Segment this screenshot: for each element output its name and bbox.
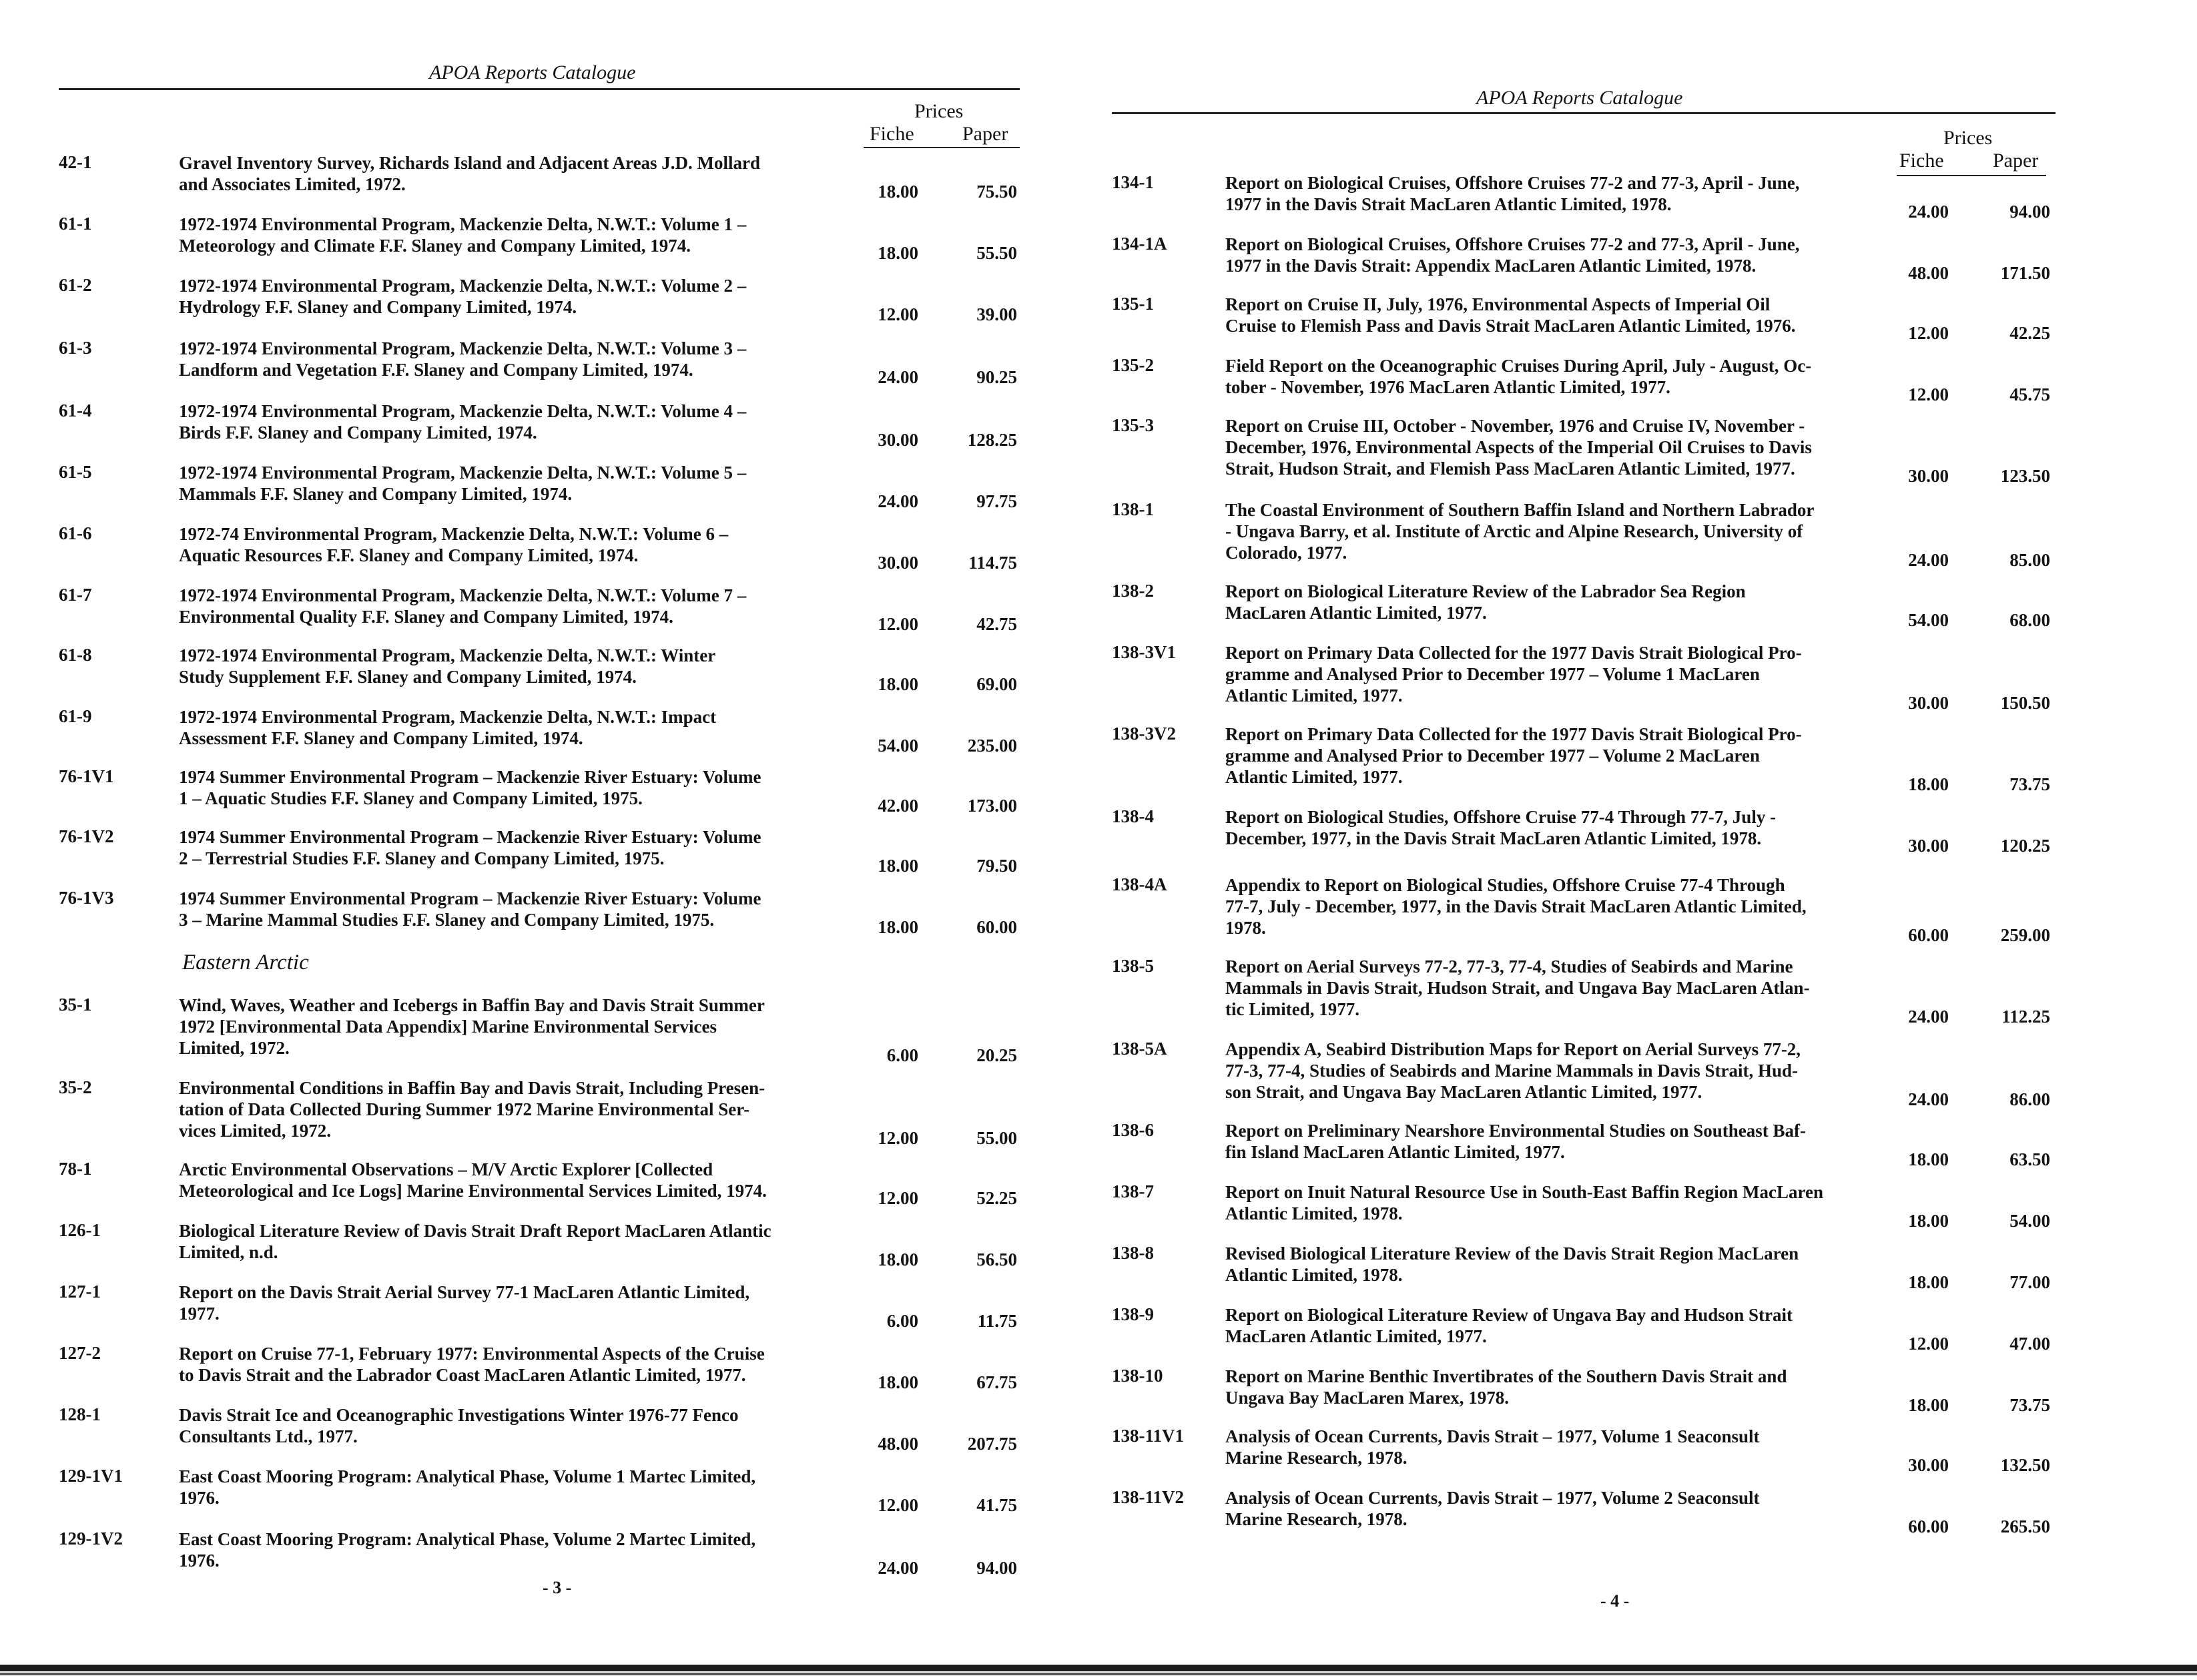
report-title-line: Colorado, 1977. [1225,543,1347,563]
paper-price: 128.25 [967,430,1017,450]
report-title-line: Analysis of Ocean Currents, Davis Strait – 1977, Volume 1 Seaconsult [1225,1426,1760,1446]
report-title [179,645,900,687]
paper-price: 132.50 [2000,1455,2050,1475]
report-title-line: Ungava Bay MacLaren Marex, 1978. [1225,1388,1509,1408]
report-code: 138-4A [1112,874,1167,894]
report-title-line: to Davis Strait and the Labrador Coast MacLaren Atlantic Limited, 1977. [179,1365,746,1385]
report-code: 78-1 [59,1159,92,1179]
report-code: 76-1V2 [59,826,114,846]
paper-price: 77.00 [2009,1272,2050,1292]
paper-price: 54.00 [2009,1211,2050,1231]
fiche-price: 18.00 [878,182,918,202]
report-title [179,462,900,505]
report-title-line: 1976. [179,1488,220,1508]
paper-price: 52.25 [976,1188,1017,1208]
fiche-price: 12.00 [878,614,918,634]
report-title [1225,724,1959,788]
paper-price: 68.00 [2009,610,2050,630]
report-title-line: Report on Primary Data Collected for the 1977 Davis Strait Biological Pro- [1225,724,1802,744]
paper-price: 112.25 [2001,1007,2050,1027]
paper-heading: Paper [962,123,1008,145]
report-title-line: The Coastal Environment of Southern Baffin Island and Northern Labrador [1225,500,1815,520]
report-title [179,214,900,256]
prices-heading: Prices [1943,127,1993,149]
fiche-price: 24.00 [878,491,918,511]
report-title [179,995,900,1059]
report-title [1225,355,1959,398]
report-title-line: 1978. [1225,918,1266,938]
report-title-line: Report on Biological Studies, Offshore Cruise 77-4 Through 77-7, July - [1225,807,1777,827]
report-title-line: MacLaren Atlantic Limited, 1977. [1225,1326,1487,1346]
report-code: 138-2 [1112,581,1154,601]
fiche-price: 54.00 [1908,610,1949,630]
report-code: 134-1A [1112,234,1167,254]
page-number: - 4 - [1600,1591,1630,1611]
report-title-line: East Coast Mooring Program: Analytical Phase, Volume 1 Martec Limited, [179,1466,756,1486]
running-title: APOA Reports Catalogue [1476,87,1683,109]
report-title-line: Field Report on the Oceanographic Cruises During April, July - August, Oc- [1225,356,1812,376]
report-title [1225,1039,1959,1103]
report-title-line: gramme and Analysed Prior to December 1977 – Volume 2 MacLaren [1225,746,1760,766]
report-title-line: Landform and Vegetation F.F. Slaney and Company Limited, 1974. [179,360,693,380]
paper-price: 120.25 [2000,836,2050,856]
paper-price: 235.00 [967,736,1017,756]
report-code: 61-4 [59,400,92,421]
report-title [179,400,900,443]
report-title-line: Biological Literature Review of Davis Strait Draft Report MacLaren Atlantic [179,1221,771,1241]
paper-price: 173.00 [967,796,1017,816]
fiche-price: 18.00 [1908,1395,1949,1415]
prices-heading: Prices [914,100,964,122]
paper-heading: Paper [1993,150,2039,172]
report-title-line: 1972-1974 Environmental Program, Mackenzie Delta, N.W.T.: Volume 2 – [179,276,747,296]
paper-price: 45.75 [2009,384,2050,404]
report-title-line: Limited, 1972. [179,1038,290,1058]
prices-rule [864,147,1020,148]
report-title-line: 1974 Summer Environmental Program – Mackenzie River Estuary: Volume [179,888,761,908]
report-title-line: gramme and Analysed Prior to December 1977 – Volume 1 MacLaren [1225,664,1760,684]
fiche-price: 60.00 [1908,1516,1949,1536]
report-title-line: fin Island MacLaren Atlantic Limited, 1977. [1225,1142,1565,1162]
report-title [1225,1120,1959,1163]
report-title-line: Strait, Hudson Strait, and Flemish Pass MacLaren Atlantic Limited, 1977. [1225,459,1795,479]
report-title [1225,581,1959,623]
report-title-line: 77-3, 77-4, Studies of Seabirds and Marine Mammals in Davis Strait, Hud- [1225,1061,1799,1081]
report-code: 138-11V2 [1112,1487,1184,1507]
report-code: 129-1V1 [59,1466,123,1486]
paper-price: 67.75 [976,1372,1017,1392]
scan-edge-bar [0,1665,2197,1671]
report-title [1225,1426,1959,1468]
report-code: 61-7 [59,585,92,605]
report-title-line: tation of Data Collected During Summer 1972 Marine Environmental Ser- [179,1099,750,1119]
paper-price: 60.00 [976,917,1017,937]
fiche-price: 54.00 [878,736,918,756]
report-title-line: Meteorological and Ice Logs] Marine Environmental Services Limited, 1974. [179,1181,767,1201]
fiche-price: 18.00 [878,856,918,876]
report-code: 128-1 [59,1404,101,1424]
report-title [179,523,900,566]
report-title-line: Analysis of Ocean Currents, Davis Strait – 1977, Volume 2 Seaconsult [1225,1488,1760,1508]
report-title-line: Appendix to Report on Biological Studies, Offshore Cruise 77-4 Through [1225,875,1785,895]
paper-price: 73.75 [2009,774,2050,794]
fiche-price: 30.00 [1908,466,1949,486]
report-title-line: 3 – Marine Mammal Studies F.F. Slaney and Company Limited, 1975. [179,910,715,930]
paper-price: 41.75 [976,1495,1017,1515]
report-title [1225,642,1959,706]
fiche-price: 24.00 [1908,1089,1949,1109]
fiche-price: 24.00 [878,367,918,387]
report-title-line: Gravel Inventory Survey, Richards Island and Adjacent Areas J.D. Mollard [179,153,761,173]
fiche-price: 60.00 [1908,925,1949,945]
report-title [1225,499,1959,563]
fiche-price: 30.00 [1908,693,1949,713]
report-title [1225,415,1959,479]
paper-price: 55.00 [976,1128,1017,1148]
report-title-line: Mammals in Davis Strait, Hudson Strait, and Ungava Bay MacLaren Atlan- [1225,978,1810,998]
report-title [1225,956,1959,1020]
fiche-price: 6.00 [886,1311,918,1331]
report-title [179,888,900,930]
report-title-line: Assessment F.F. Slaney and Company Limited, 1974. [179,728,583,748]
fiche-price: 24.00 [878,1558,918,1578]
report-title-line: Atlantic Limited, 1978. [1225,1265,1403,1285]
report-title-line: Atlantic Limited, 1977. [1225,767,1403,787]
report-title-line: 1 – Aquatic Studies F.F. Slaney and Company Limited, 1975. [179,788,643,808]
report-title [1225,172,1959,215]
paper-price: 97.75 [976,491,1017,511]
report-code: 138-5A [1112,1039,1167,1059]
report-code: 138-6 [1112,1120,1154,1140]
fiche-price: 18.00 [1908,1149,1949,1169]
report-title-line: Report on Cruise III, October - November, 1976 and Cruise IV, November - [1225,416,1805,436]
report-title-line: 1974 Summer Environmental Program – Mackenzie River Estuary: Volume [179,767,761,787]
report-title-line: Limited, n.d. [179,1242,278,1262]
report-title-line: Cruise to Flemish Pass and Davis Strait MacLaren Atlantic Limited, 1976. [1225,316,1796,336]
report-code: 138-4 [1112,806,1154,826]
report-title [179,585,900,627]
report-code: 61-2 [59,275,92,295]
report-title [179,1466,900,1508]
report-title-line: Birds F.F. Slaney and Company Limited, 1974. [179,423,537,443]
report-title-line: 1974 Summer Environmental Program – Mackenzie River Estuary: Volume [179,827,761,847]
paper-price: 94.00 [976,1558,1017,1578]
report-code: 138-5 [1112,956,1154,976]
report-title-line: Marine Research, 1978. [1225,1448,1407,1468]
report-title-line: Report on the Davis Strait Aerial Survey 77-1 MacLaren Atlantic Limited, [179,1282,750,1302]
report-title-line: Mammals F.F. Slaney and Company Limited, 1974. [179,484,573,504]
report-title-line: Report on Biological Literature Review of Ungava Bay and Hudson Strait [1225,1305,1793,1325]
report-code: 138-10 [1112,1366,1163,1386]
report-title-line: Report on Cruise 77-1, February 1977: Environmental Aspects of the Cruise [179,1344,765,1364]
fiche-price: 18.00 [878,243,918,263]
fiche-price: 18.00 [878,1372,918,1392]
report-code: 76-1V3 [59,888,114,908]
paper-price: 55.50 [976,243,1017,263]
report-title [179,826,900,869]
report-code: 134-1 [1112,172,1154,192]
report-title-line: 77-7, July - December, 1977, in the Davis Strait MacLaren Atlantic Limited, [1225,896,1807,916]
paper-price: 90.25 [976,367,1017,387]
report-code: 138-11V1 [1112,1426,1184,1446]
report-title-line: 1972-1974 Environmental Program, Mackenzie Delta, N.W.T.: Volume 3 – [179,338,747,358]
report-title-line: Environmental Conditions in Baffin Bay and Davis Strait, Including Presen- [179,1078,765,1098]
fiche-price: 18.00 [878,1249,918,1270]
fiche-price: 12.00 [878,304,918,324]
paper-price: 207.75 [967,1434,1017,1454]
report-title [1225,1366,1959,1408]
report-code: 76-1V1 [59,766,114,786]
report-title [1225,806,1959,849]
report-title [179,1220,900,1263]
report-title-line: Hydrology F.F. Slaney and Company Limited, 1974. [179,297,577,317]
paper-price: 85.00 [2009,550,2050,570]
report-title-line: Study Supplement F.F. Slaney and Company Limited, 1974. [179,667,637,687]
report-title-line: Report on Preliminary Nearshore Environmental Studies on Southeast Baf- [1225,1121,1807,1141]
report-title [179,1282,900,1324]
fiche-price: 48.00 [878,1434,918,1454]
report-title-line: December, 1977, in the Davis Strait MacLaren Atlantic Limited, 1978. [1225,828,1762,848]
report-title-line: 2 – Terrestrial Studies F.F. Slaney and Company Limited, 1975. [179,848,665,868]
fiche-price: 12.00 [878,1128,918,1148]
report-code: 138-7 [1112,1181,1154,1201]
report-code: 61-5 [59,462,92,482]
header-rule [59,88,1020,90]
report-title [1225,1181,1959,1224]
fiche-price: 12.00 [878,1188,918,1208]
report-title-line: Report on Biological Literature Review of the Labrador Sea Region [1225,581,1746,601]
report-code: 138-1 [1112,499,1154,519]
paper-price: 259.00 [2000,925,2050,945]
fiche-price: 48.00 [1908,263,1949,283]
report-title-line: Appendix A, Seabird Distribution Maps for Report on Aerial Surveys 77-2, [1225,1039,1801,1059]
report-title-line: Report on Marine Benthic Invertibrates of the Southern Davis Strait and [1225,1366,1787,1386]
fiche-heading: Fiche [870,123,914,145]
fiche-price: 24.00 [1908,202,1949,222]
report-title-line: tober - November, 1976 MacLaren Atlantic Limited, 1977. [1225,377,1670,397]
fiche-price: 12.00 [1908,384,1949,404]
report-title [1225,234,1959,276]
report-title-line: 1972-1974 Environmental Program, Mackenzie Delta, N.W.T.: Volume 5 – [179,463,747,483]
paper-price: 11.75 [977,1311,1017,1331]
report-title [179,275,900,318]
report-title-line: 1972-1974 Environmental Program, Mackenzie Delta, N.W.T.: Volume 4 – [179,401,747,421]
report-title-line: Arctic Environmental Observations – M/V Arctic Explorer [Collected [179,1159,713,1179]
report-title-line: Report on Aerial Surveys 77-2, 77-3, 77-4, Studies of Seabirds and Marine [1225,956,1793,976]
report-title [179,706,900,749]
report-code: 35-2 [59,1077,92,1097]
report-title-line: 1972-1974 Environmental Program, Mackenzie Delta, N.W.T.: Winter [179,645,716,665]
report-title-line: son Strait, and Ungava Bay MacLaren Atlantic Limited, 1977. [1225,1082,1702,1102]
report-code: 61-1 [59,214,92,234]
paper-price: 20.25 [976,1045,1017,1065]
header-rule [1112,112,2056,114]
fiche-price: 18.00 [1908,774,1949,794]
fiche-price: 18.00 [1908,1211,1949,1231]
report-code: 127-1 [59,1282,101,1302]
report-title [179,152,900,195]
paper-price: 171.50 [2000,263,2050,283]
report-title-line: 1972-1974 Environmental Program, Mackenzie Delta, N.W.T.: Volume 1 – [179,214,747,234]
report-title-line: December, 1976, Environmental Aspects of the Imperial Oil Cruises to Davis [1225,437,1812,457]
report-title-line: and Associates Limited, 1972. [179,174,406,194]
report-title-line: 1976. [179,1551,220,1571]
paper-price: 86.00 [2009,1089,2050,1109]
report-title-line: Report on Biological Cruises, Offshore Cruises 77-2 and 77-3, April - June, [1225,234,1800,254]
report-code: 138-3V2 [1112,724,1176,744]
report-code: 61-6 [59,523,92,543]
report-title-line: Report on Primary Data Collected for the 1977 Davis Strait Biological Pro- [1225,643,1802,663]
report-title-line: 1972 [Environmental Data Appendix] Marine Environmental Services [179,1017,717,1037]
report-code: 42-1 [59,152,92,172]
report-title-line: 1977 in the Davis Strait MacLaren Atlantic Limited, 1978. [1225,194,1672,214]
report-title-line: Meteorology and Climate F.F. Slaney and Company Limited, 1974. [179,236,691,256]
report-code: 61-3 [59,338,92,358]
report-code: 129-1V2 [59,1528,123,1549]
report-title-line: Aquatic Resources F.F. Slaney and Company Limited, 1974. [179,545,639,565]
report-title-line: Davis Strait Ice and Oceanographic Investigations Winter 1976-77 Fenco [179,1405,739,1425]
report-title-line: Atlantic Limited, 1977. [1225,685,1403,706]
scan-edge-line [0,1673,2197,1675]
report-code: 135-3 [1112,415,1154,435]
fiche-heading: Fiche [1899,150,1944,172]
fiche-price: 42.00 [878,796,918,816]
fiche-price: 18.00 [1908,1272,1949,1292]
report-code: 61-9 [59,706,92,726]
report-title [1225,1243,1959,1286]
fiche-price: 30.00 [1908,1455,1949,1475]
paper-price: 63.50 [2009,1149,2050,1169]
report-title-line: - Ungava Barry, et al. Institute of Arctic and Alpine Research, University of [1225,521,1803,541]
fiche-price: 24.00 [1908,550,1949,570]
fiche-price: 30.00 [878,430,918,450]
paper-price: 75.50 [976,182,1017,202]
report-title [1225,294,1959,336]
fiche-price: 30.00 [1908,836,1949,856]
report-code: 135-2 [1112,355,1154,375]
paper-price: 114.75 [968,553,1017,573]
report-code: 61-8 [59,645,92,665]
paper-price: 123.50 [2000,466,2050,486]
report-title [179,1159,900,1201]
paper-price: 79.50 [976,856,1017,876]
report-title-line: Report on Cruise II, July, 1976, Environmental Aspects of Imperial Oil [1225,294,1771,314]
fiche-price: 12.00 [878,1495,918,1515]
report-title [179,1404,900,1447]
fiche-price: 18.00 [878,917,918,937]
paper-price: 69.00 [976,674,1017,694]
report-title-line: 1972-1974 Environmental Program, Mackenzie Delta, N.W.T.: Impact [179,707,717,727]
report-title-line: MacLaren Atlantic Limited, 1977. [1225,603,1487,623]
report-code: 138-8 [1112,1243,1154,1263]
report-title [1225,874,1959,938]
report-title-line: Consultants Ltd., 1977. [179,1426,358,1446]
report-title-line: Environmental Quality F.F. Slaney and Company Limited, 1974. [179,607,673,627]
report-title-line: Wind, Waves, Weather and Icebergs in Baffin Bay and Davis Strait Summer [179,995,765,1015]
fiche-price: 18.00 [878,674,918,694]
report-code: 126-1 [59,1220,101,1240]
report-code: 35-1 [59,995,92,1015]
report-title-line: 1972-74 Environmental Program, Mackenzie Delta, N.W.T.: Volume 6 – [179,524,729,544]
report-title-line: 1977. [179,1304,220,1324]
report-title-line: Report on Inuit Natural Resource Use in South-East Baffin Region MacLaren [1225,1182,1824,1202]
paper-price: 94.00 [2009,202,2050,222]
report-title-line: 1972-1974 Environmental Program, Mackenzie Delta, N.W.T.: Volume 7 – [179,585,747,605]
report-title [179,766,900,809]
report-title [179,1343,900,1386]
report-title-line: vices Limited, 1972. [179,1121,331,1141]
paper-price: 42.25 [2009,323,2050,343]
paper-price: 265.50 [2000,1516,2050,1536]
fiche-price: 24.00 [1908,1007,1949,1027]
report-title-line: Atlantic Limited, 1978. [1225,1203,1403,1223]
fiche-price: 30.00 [878,553,918,573]
paper-price: 39.00 [976,304,1017,324]
report-title-line: Report on Biological Cruises, Offshore Cruises 77-2 and 77-3, April - June, [1225,173,1800,193]
report-title-line: Marine Research, 1978. [1225,1509,1407,1529]
paper-price: 47.00 [2009,1334,2050,1354]
report-code: 127-2 [59,1343,101,1363]
report-title-line: Revised Biological Literature Review of the Davis Strait Region MacLaren [1225,1243,1799,1264]
fiche-price: 12.00 [1908,1334,1949,1354]
report-title-line: tic Limited, 1977. [1225,999,1359,1019]
report-title [179,338,900,380]
running-title: APOA Reports Catalogue [429,61,636,83]
section-heading: Eastern Arctic [182,950,309,974]
report-code: 138-3V1 [1112,642,1176,662]
report-title [179,1077,900,1141]
fiche-price: 6.00 [886,1045,918,1065]
report-title [179,1528,900,1571]
fiche-price: 12.00 [1908,323,1949,343]
report-code: 138-9 [1112,1304,1154,1324]
report-title [1225,1304,1959,1347]
paper-price: 150.50 [2000,693,2050,713]
paper-price: 42.75 [976,614,1017,634]
report-title-line: 1977 in the Davis Strait: Appendix MacLaren Atlantic Limited, 1978. [1225,256,1757,276]
page-number: - 3 - [543,1578,572,1597]
report-title [1225,1487,1959,1530]
report-title-line: East Coast Mooring Program: Analytical Phase, Volume 2 Martec Limited, [179,1529,756,1549]
paper-price: 56.50 [976,1249,1017,1270]
paper-price: 73.75 [2009,1395,2050,1415]
report-code: 135-1 [1112,294,1154,314]
